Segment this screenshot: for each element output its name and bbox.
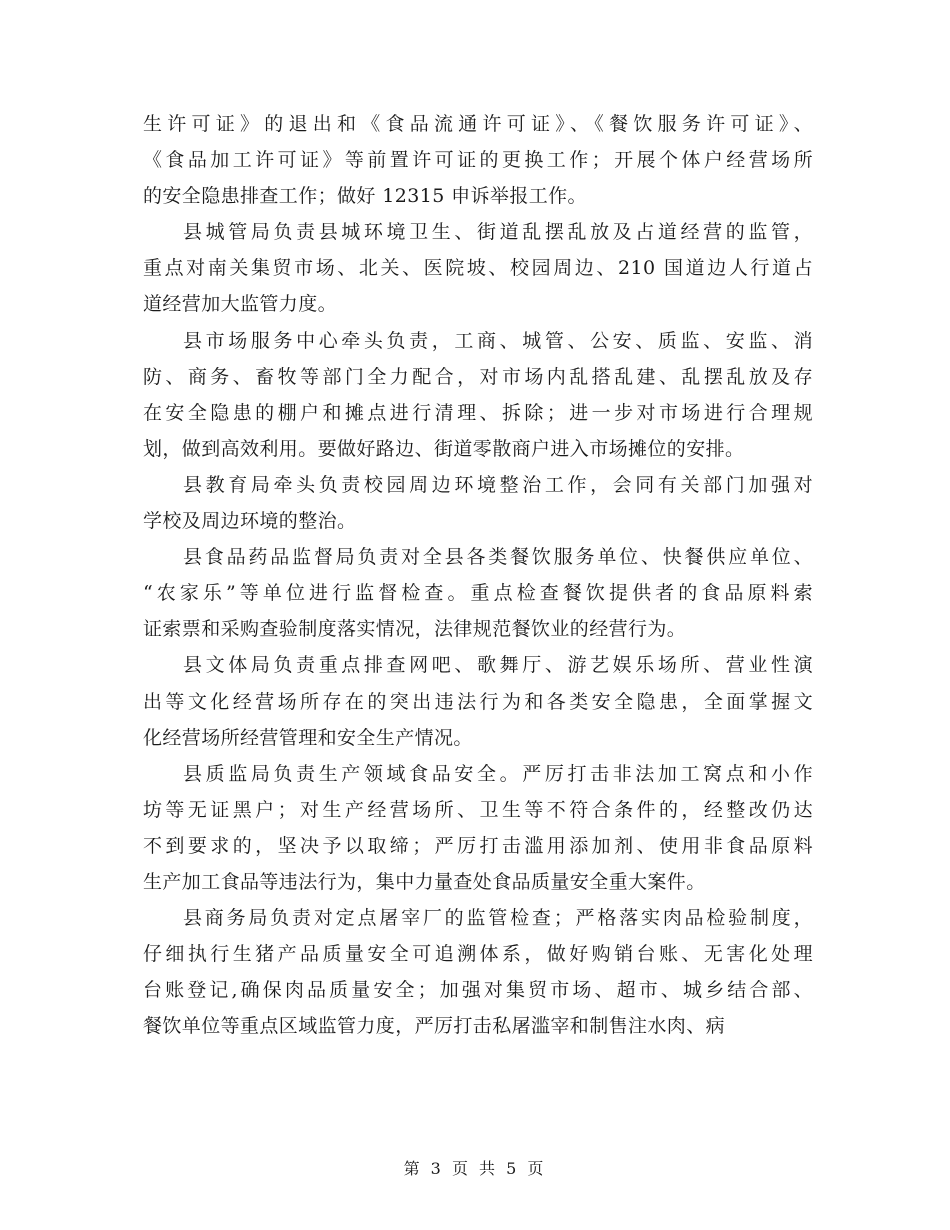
paragraph [143,539,813,647]
text-line: “农家乐”等单位进行监督检查。重点检查餐饮提供者的食品原料索 [143,582,813,605]
text-line: 道经营加大监管力度。 [143,293,338,316]
page-footer [0,1156,950,1179]
text-line: 县质监局负责生产领域食品安全。严厉打击非法加工窝点和小作 [183,762,813,785]
text-line: 不到要求的，坚决予以取缔；严厉打击滥用添加剂、使用非食品原料 [143,834,813,857]
text-line: 台账登记,确保肉品质量安全；加强对集贸市场、超市、城乡结合部、 [143,979,813,1002]
text-line: 生产加工食品等违法行为，集中力量查处食品质量安全重大案件。 [143,870,706,893]
text-line: 县食品药品监督局负责对全县各类餐饮服务单位、快餐供应单位、 [183,546,813,569]
document-body [143,106,813,1044]
text-line: 县教育局牵头负责校园周边环境整治工作，会同有关部门加强对 [183,473,813,496]
paragraph [143,467,813,539]
text-line: 化经营场所经营管理和安全生产情况。 [143,726,473,749]
paragraph [143,106,813,214]
text-line: 在安全隐患的棚户和摊点进行清理、拆除；进一步对市场进行合理规 [143,401,813,424]
page-number: 第 3 页 共 5 页 [403,1159,547,1178]
text-line: 证索票和采购查验制度落实情况，法律规范餐饮业的经营行为。 [143,618,687,641]
text-line: 餐饮单位等重点区域监管力度，严厉打击私屠滥宰和制售注水肉、病 [143,1015,726,1038]
paragraph [143,214,813,322]
text-line: 县市场服务中心牵头负责，工商、城管、公安、质监、安监、消 [183,329,813,352]
text-line: 防、商务、畜牧等部门全力配合，对市场内乱搭乱建、乱摆乱放及存 [143,365,813,388]
text-line: 生许可证》的退出和《食品流通许可证》、《餐饮服务许可证》、 [143,113,813,135]
text-line: 县商务局负责对定点屠宰厂的监管检查；严格落实肉品检验制度， [183,907,813,930]
text-line: 县城管局负责县城环境卫生、街道乱摆乱放及占道经营的监管， [183,221,813,244]
text-line: 的安全隐患排查工作；做好 12315 申诉举报工作。 [143,185,587,208]
paragraph [143,323,813,467]
paragraph [143,647,813,755]
text-line: 划，做到高效利用。要做好路边、街道零散商户进入市场摊位的安排。 [143,437,745,460]
text-line: 出等文化经营场所存在的突出违法行为和各类安全隐患，全面掌握文 [143,690,813,713]
text-line: 县文体局负责重点排查网吧、歌舞厅、游艺娱乐场所、营业性演 [183,654,813,677]
text-line: 重点对南关集贸市场、北关、医院坡、校园周边、210 国道边人行道占 [143,257,813,280]
paragraph [143,756,813,900]
text-line: 学校及周边环境的整治。 [143,510,357,533]
text-line: 《食品加工许可证》等前置许可证的更换工作；开展个体户经营场所 [143,149,813,172]
paragraph [143,900,813,1044]
text-line: 坊等无证黑户；对生产经营场所、卫生等不符合条件的，经整改仍达 [143,798,813,821]
text-line: 仔细执行生猪产品质量安全可追溯体系，做好购销台账、无害化处理 [143,943,813,966]
